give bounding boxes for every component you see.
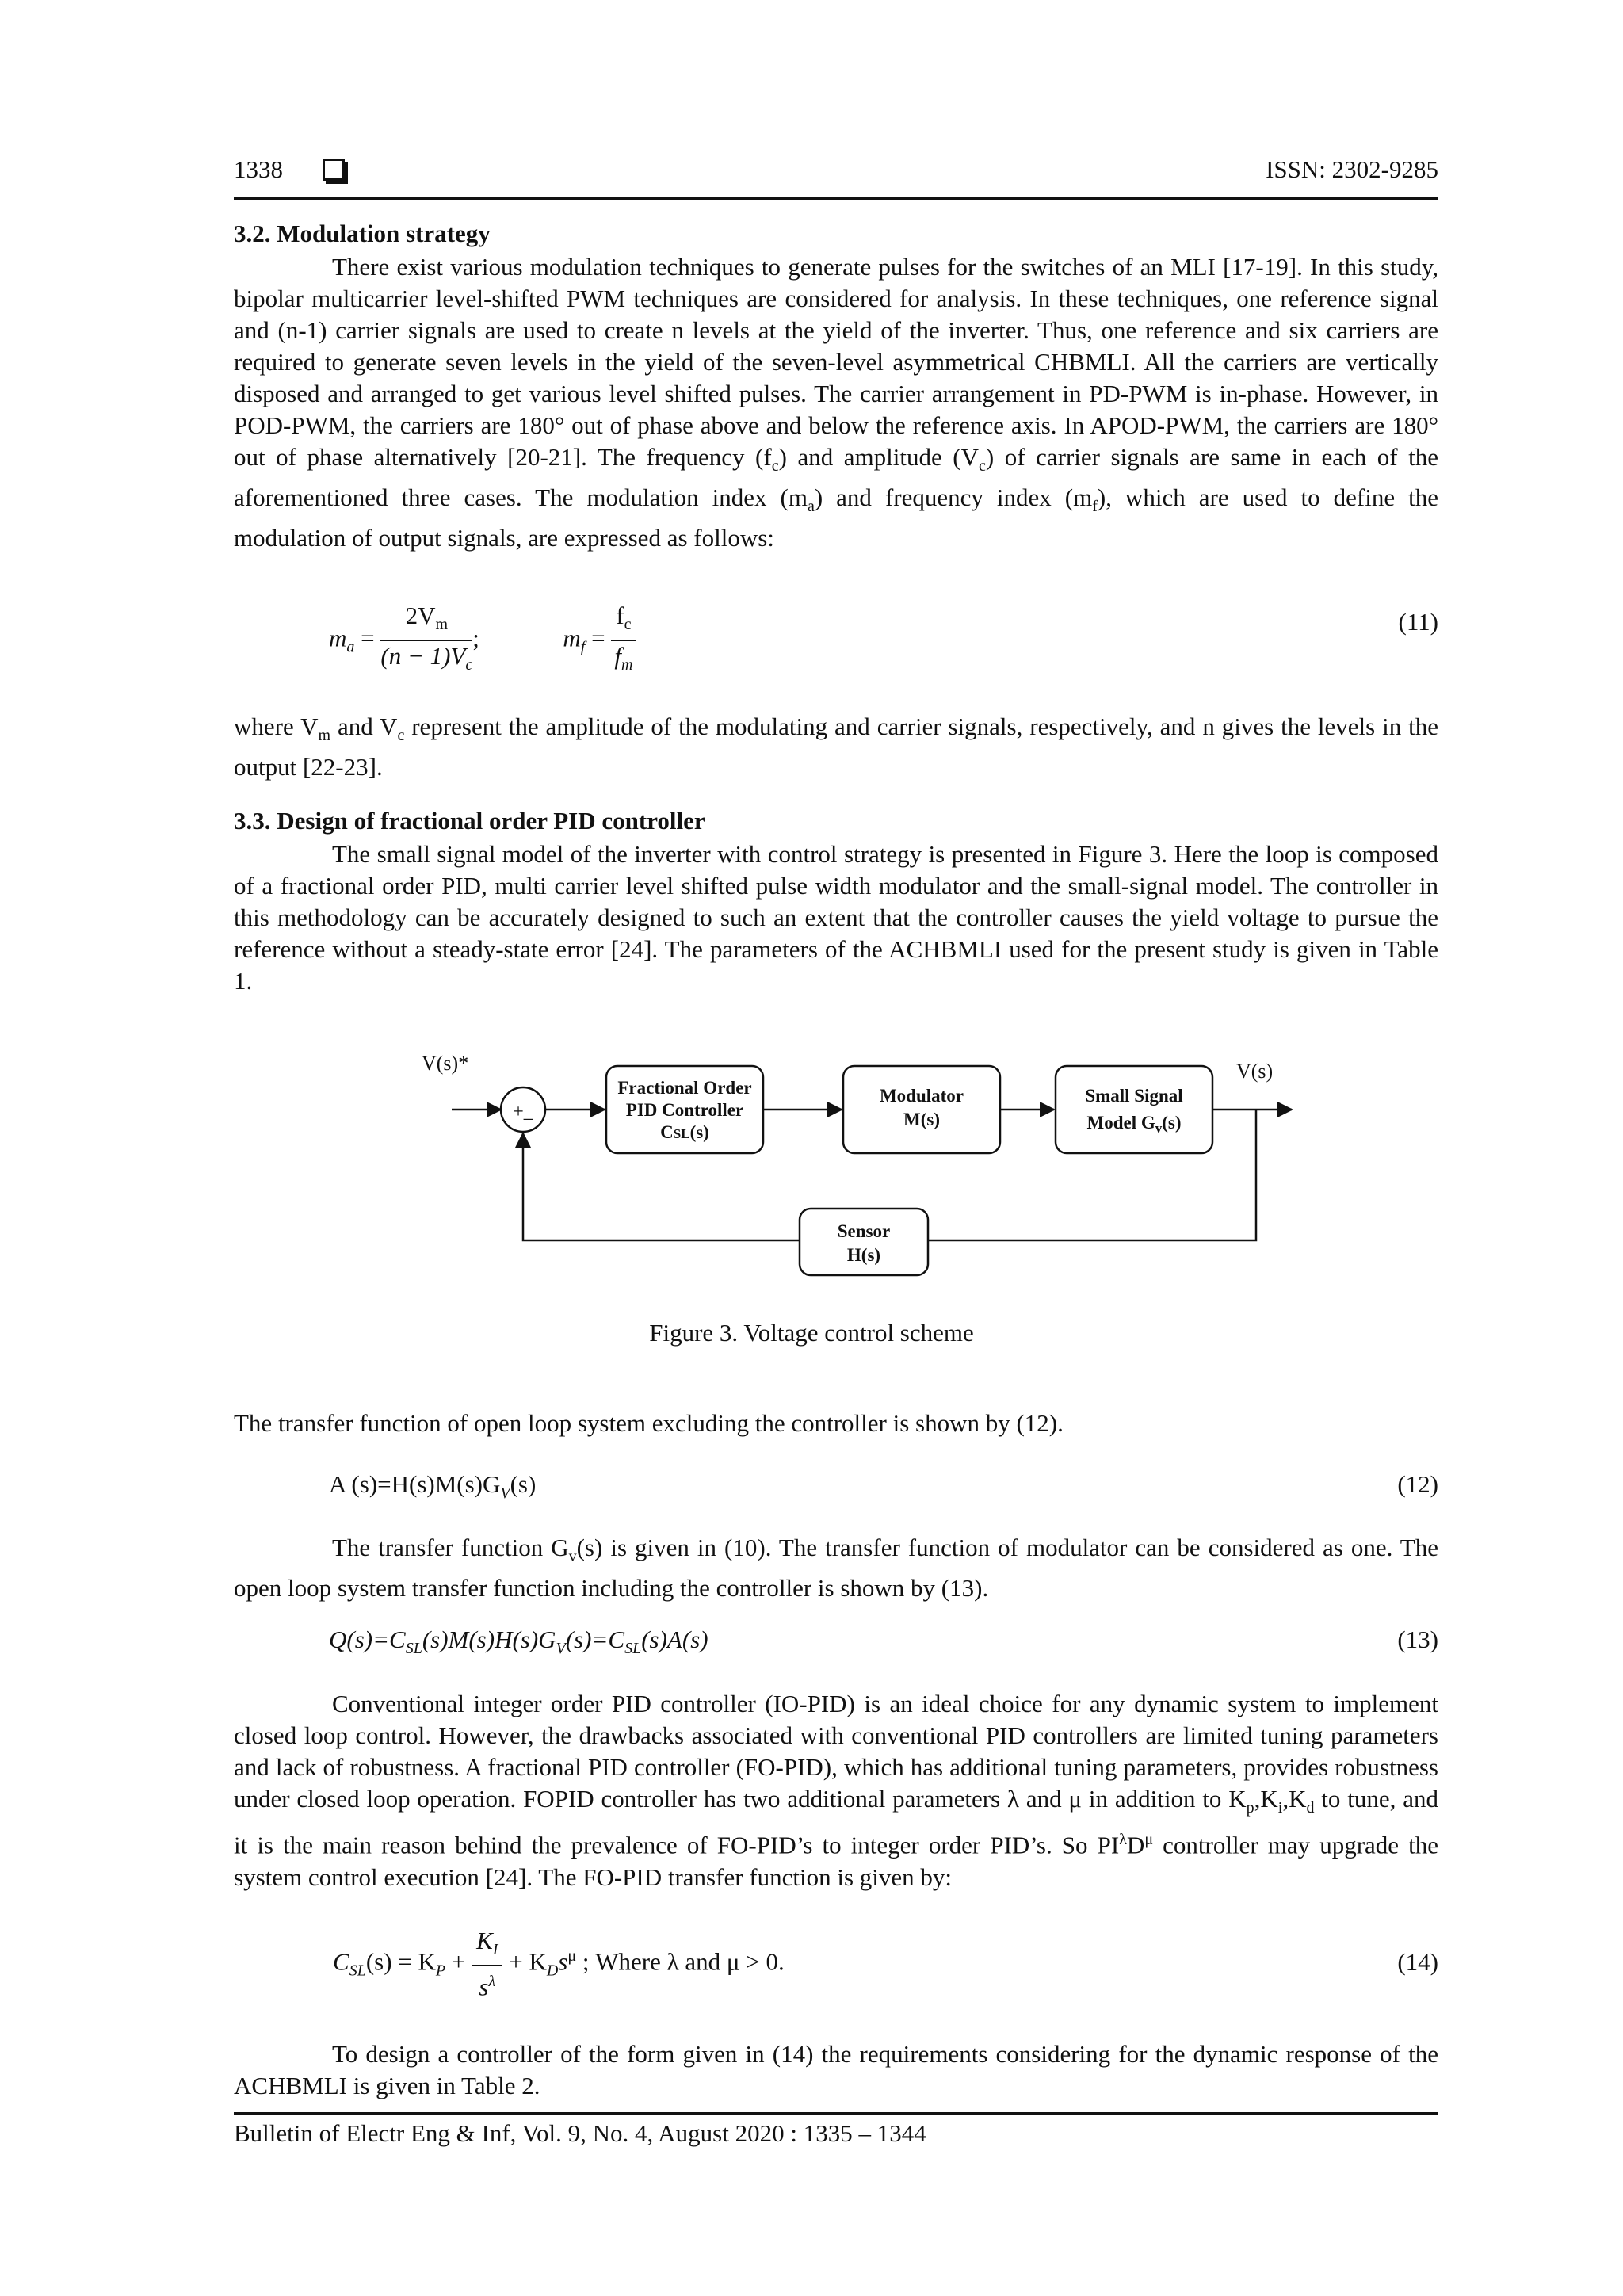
output-label: V(s) [1236, 1060, 1274, 1083]
section-heading-3-2: 3.2. Modulation strategy [234, 220, 491, 247]
controller-line-2: PID Controller [625, 1100, 744, 1120]
sensor-block [800, 1209, 928, 1275]
plant-block [1056, 1066, 1212, 1153]
paragraph-open-loop: The transfer function of open loop system excluding the controller is shown by (12). [234, 1409, 1064, 1437]
issn: ISSN: 2302-9285 [1266, 155, 1438, 183]
section-heading-3-3: 3.3. Design of fractional order PID controller [234, 807, 705, 835]
plant-line-1: Small Signal [1085, 1086, 1183, 1106]
modulator-line-2: M(s) [903, 1110, 940, 1129]
equation-12: A $(s)=H(s)M(s)G_V(s)$ [329, 1470, 537, 1503]
page-number: 1338 [234, 155, 283, 183]
controller-line-1: Fractional Order [617, 1078, 752, 1098]
paragraph-where: where $V_m$ and $V_c$ represent the amplitude of the modulating and carrier signals, respectively, and n gives the levels in the output [22-23]. [234, 712, 1438, 781]
input-label: V(s)* [422, 1052, 469, 1075]
equation-number-13: (13) [1397, 1626, 1438, 1653]
figure-3-diagram [412, 1046, 1308, 1284]
page-footer: Bulletin of Electr Eng & Inf, Vol. 9, No. 4, August 2020 : 1335 – 1344 [234, 2112, 1438, 2148]
sensor-line-2: H(s) [846, 1245, 881, 1265]
equation-13: $Q(s)=C_{SL}(s)M(s)H(s)G_V(s)=C_{SL}(s)A(s)$ [329, 1626, 708, 1658]
equation-11: $m_a$ = $\frac{2V_m}{(n - 1)V_c}$ ; $m_f$ = $\frac{f_c}{f_m}$ [329, 601, 636, 680]
paragraph-conventional-pid: Conventional integer order PID controller (IO-PID) is an ideal choice for any dynamic system to implement closed loop control. However, the drawbacks associated with conventional PID controllers are limited tuning parameters and lack of robustness. A fractional PID controller (FO-PID), which has additional tuning parameters, provides robustness under closed loop operation. FOPID controller has two additional parameters λ and μ in addition to $K_p,K_i,K_d$ to tune, and it is the main reason behind the prevalence of FO-PID’s to integer order PID’s. So $PI^\lambda D^\mu$ controller may upgrade the system control execution [24]. The FO-PID transfer function is given by: [234, 1690, 1439, 1891]
page-header [234, 155, 1438, 200]
figure-caption: Figure 3. Voltage control scheme [649, 1319, 974, 1347]
paragraph-transfer-function: The transfer function $G_v(s)$ is given in (10). The transfer function of modulator can be considered as one. The open loop system transfer function including the controller is shown by (13). [234, 1534, 1438, 1603]
paragraph-design-requirements: To design a controller of the form given in (14) the requirements considering for the dynamic response of the ACHBMLI is given in Table 2. [234, 2040, 1438, 2099]
sensor-line-1: Sensor [837, 1221, 891, 1241]
controller-line-3: CSL(s) [660, 1122, 709, 1142]
paragraph-design: The small signal model of the inverter with control strategy is presented in Figure 3. Here the loop is composed of a fractional order PID, multi carrier level shifted pulse width modulator and the small-signal model. The controller in this methodology can be accurately designed to such an extent that the controller causes the yield voltage to pursue the reference without a steady-state error [24]. The parameters of the ACHBMLI used for the present study is given in Table 1. [234, 840, 1438, 995]
sum-label: +_ [513, 1102, 533, 1122]
equation-14: $C_{SL}(s) = K_P$ + $\frac{K_I}{s^\lambda}$ + $K_Ds^\mu$ ; Where λ and μ > 0. [333, 1927, 785, 2001]
checkbox-square-icon [323, 159, 345, 181]
equation-number-12: (12) [1397, 1470, 1438, 1498]
plant-line-2: Model $G_v(s)$ [1086, 1113, 1182, 1136]
paragraph-modulation: There exist various modulation techniques to generate pulses for the switches of an MLI [17-19]. In this study, bipolar multicarrier level-shifted PWM techniques are considered for analysis. In these techniques, one reference signal and (n-1) carrier signals are used to create n levels at the yield of the inverter. Thus, one reference and six carriers are required to generate seven levels in the yield of the seven-level asymmetrical CHBMLI. All the carriers are vertically disposed and arranged to get various level shifted pulses. The carrier arrangement in PD-PWM is in-phase. However, in POD-PWM, the carriers are 180° out of phase above and below the reference axis. In APOD-PWM, the carriers are 180° out of phase alternatively [20-21]. The frequency $(f_c)$ and amplitude $(V_c)$ of carrier signals are same in each of the aforementioned three cases. The modulation index $(m_a)$ and frequency index $(m_f)$, which are used to define the modulation of output signals, are expressed as follows: [234, 253, 1439, 552]
modulator-line-1: Modulator [879, 1086, 964, 1106]
equation-number-11: (11) [1398, 608, 1438, 636]
equation-number-14: (14) [1397, 1948, 1438, 1976]
